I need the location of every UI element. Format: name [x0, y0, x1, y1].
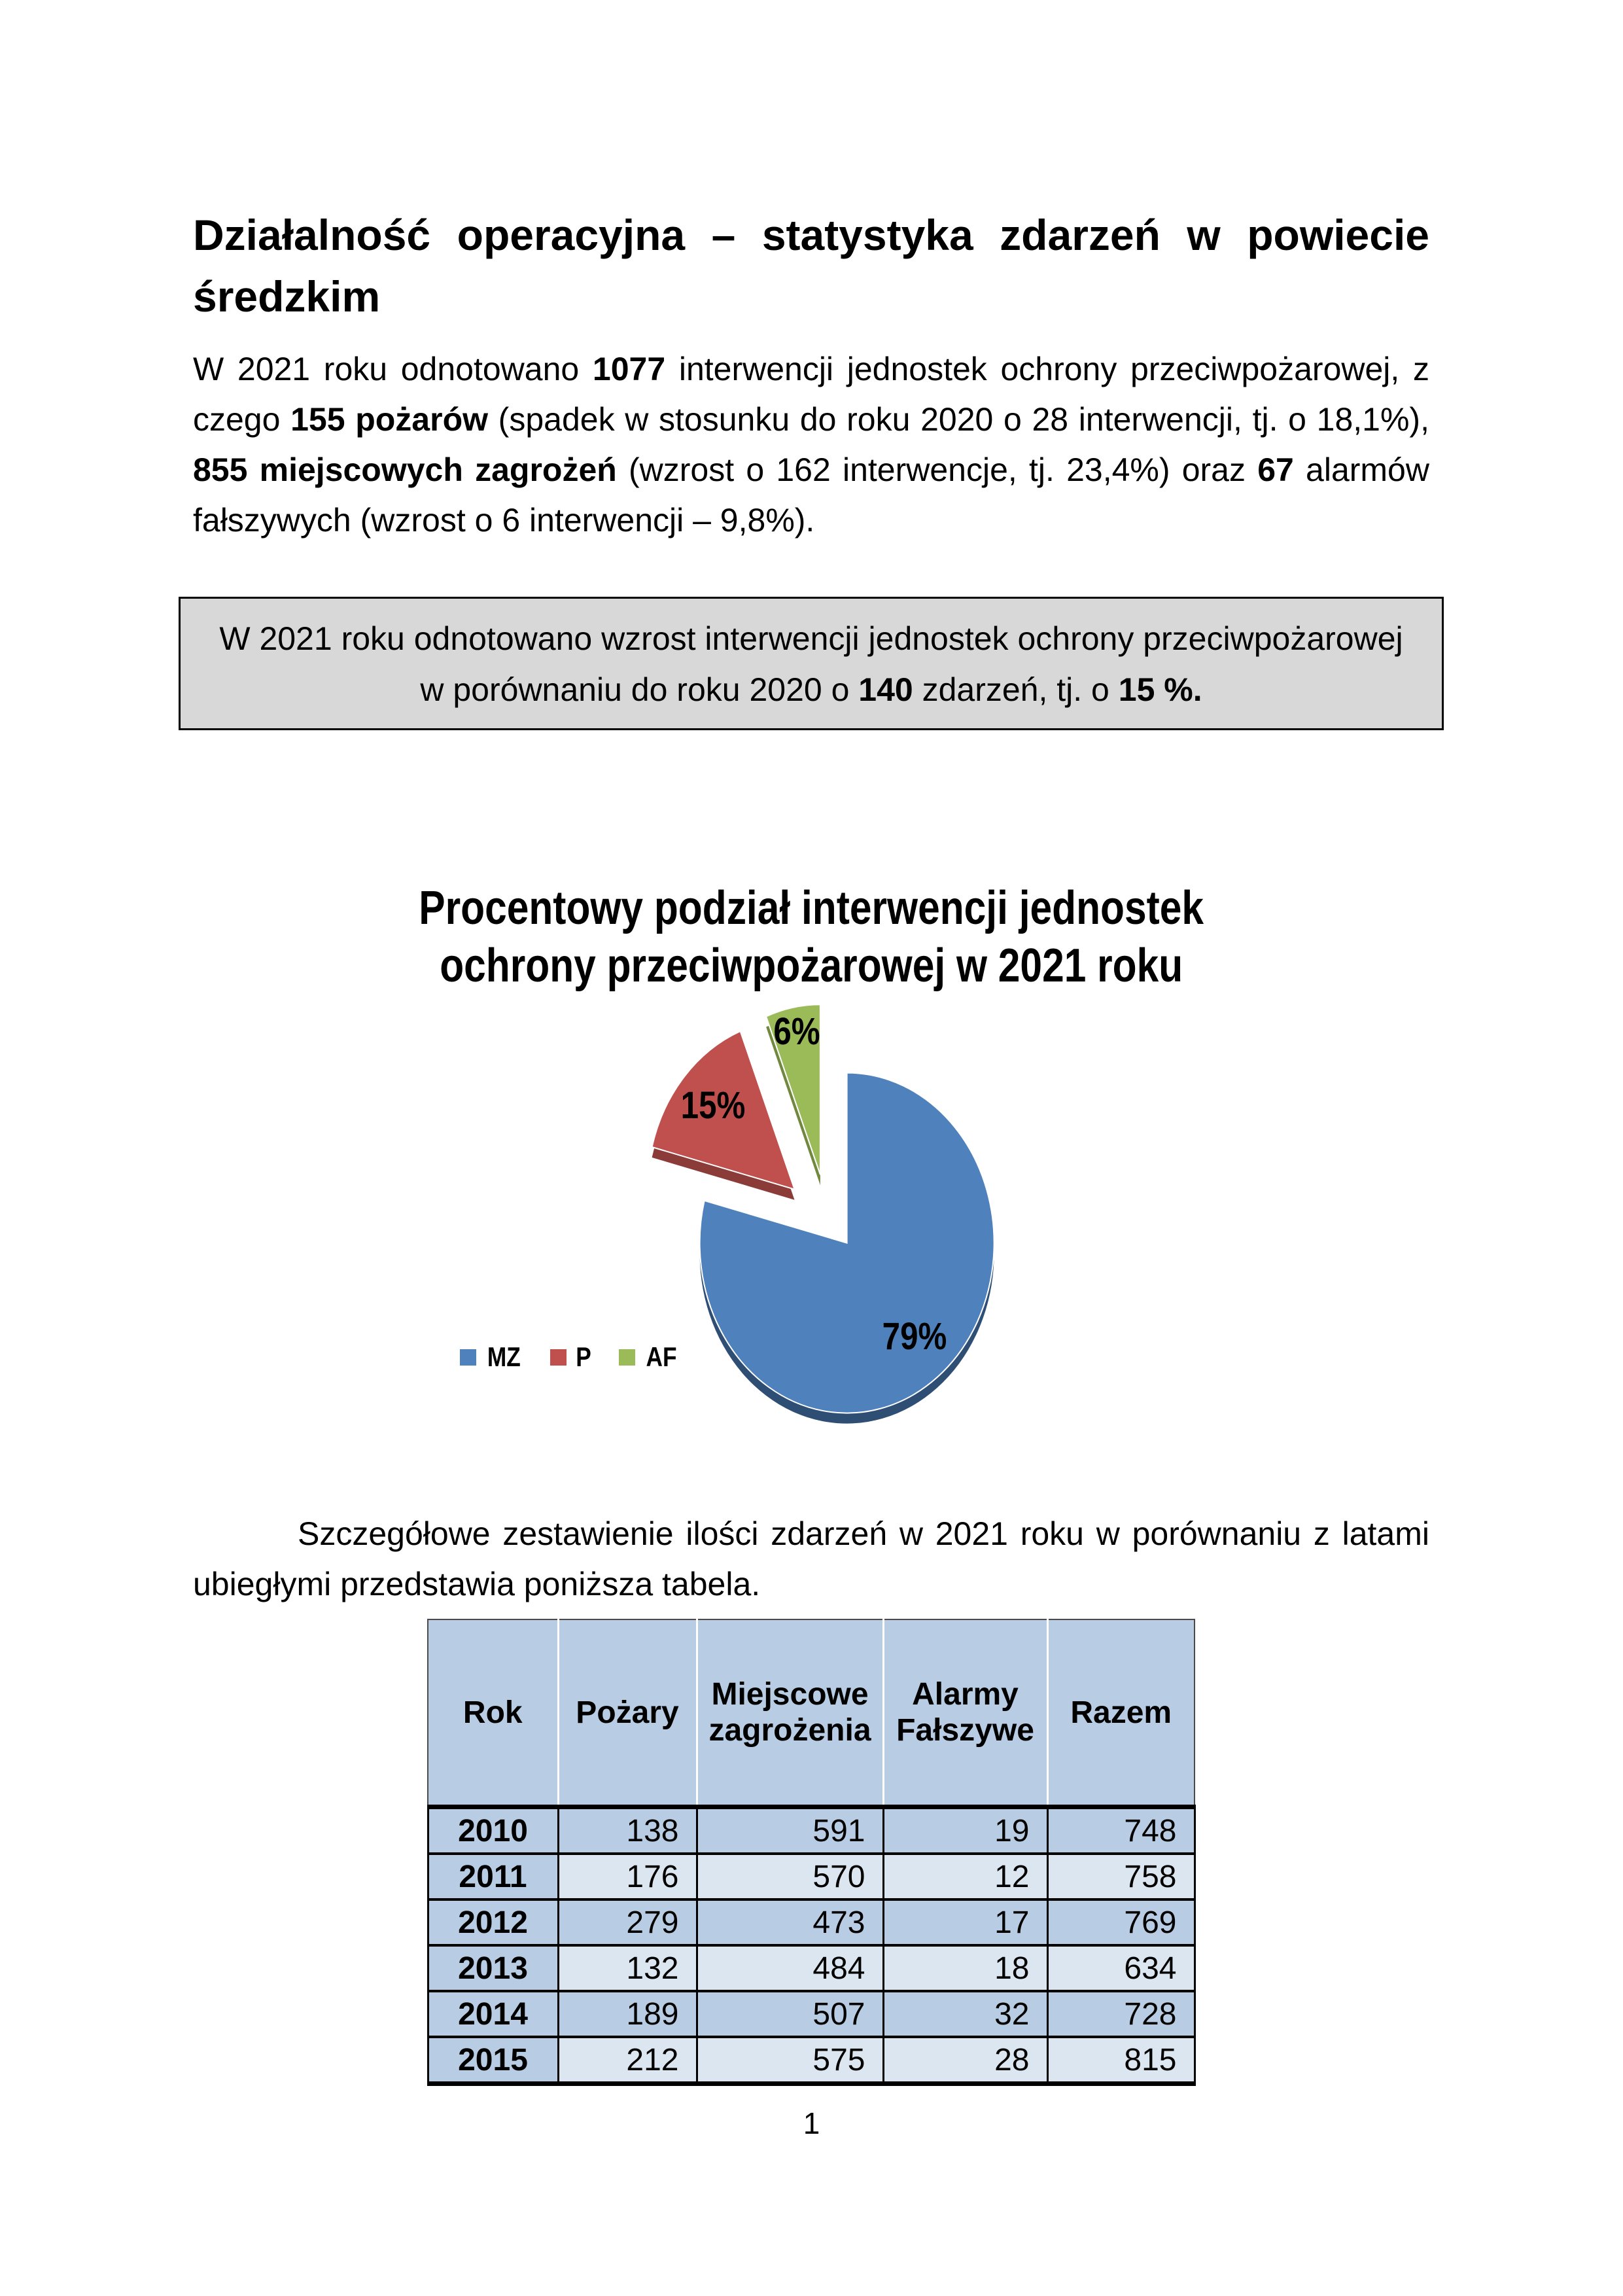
value-cell: 279	[558, 1899, 697, 1945]
value-cell: 728	[1047, 1991, 1195, 2037]
text-run-bold: 67	[1257, 451, 1294, 488]
table-header	[428, 1619, 1195, 1807]
pie-chart-area	[193, 978, 1429, 1436]
legend-item-mz	[460, 1341, 524, 1373]
legend-label: MZ	[487, 1341, 521, 1372]
text-run-bold: 1077	[592, 351, 666, 387]
chart-legend	[460, 1341, 680, 1373]
value-cell: 18	[883, 1945, 1047, 1991]
value-cell: 484	[697, 1945, 883, 1991]
text-run: w porównaniu do roku 2020 o	[420, 671, 859, 708]
text-run-bold: 155 pożarów	[290, 401, 488, 438]
year-cell: 2014	[428, 1991, 558, 2037]
value-cell: 575	[697, 2037, 883, 2084]
value-cell: 12	[883, 1854, 1047, 1899]
text-run: zdarzeń, tj. o	[913, 671, 1119, 708]
page-number: 1	[803, 2106, 820, 2140]
value-cell: 19	[883, 1807, 1047, 1854]
chart-title-line2: ochrony przeciwpożarowej w 2021 roku	[439, 940, 1183, 992]
value-cell: 758	[1047, 1854, 1195, 1899]
table-row	[428, 1899, 1195, 1945]
value-cell: 815	[1047, 2037, 1195, 2084]
year-cell: 2013	[428, 1945, 558, 1991]
year-cell: 2011	[428, 1854, 558, 1899]
value-cell: 32	[883, 1991, 1047, 2037]
pie-label-mz: 79%	[882, 1315, 947, 1358]
year-cell: 2012	[428, 1899, 558, 1945]
table-row	[428, 2037, 1195, 2084]
chart-title-line1: Procentowy podział interwencji jednostek	[419, 882, 1204, 934]
legend-item-p	[550, 1341, 593, 1373]
legend-label: P	[575, 1341, 591, 1372]
pie-label-af: 6%	[773, 1010, 820, 1053]
legend-item-af	[619, 1341, 680, 1373]
value-cell: 132	[558, 1945, 697, 1991]
table-row	[428, 1854, 1195, 1899]
year-cell: 2010	[428, 1807, 558, 1854]
value-cell: 769	[1047, 1899, 1195, 1945]
intro-paragraph	[193, 344, 1429, 546]
text-run-bold: 140	[858, 671, 913, 708]
highlight-box	[179, 597, 1444, 730]
col-header-rok: Rok	[428, 1619, 558, 1807]
table-row	[428, 1945, 1195, 1991]
col-header-pozary: Pożary	[558, 1619, 697, 1807]
text-run: (wzrost o 162 interwencje, tj. 23,4%) oraz	[616, 451, 1258, 488]
value-cell: 507	[697, 1991, 883, 2037]
value-cell: 570	[697, 1854, 883, 1899]
legend-swatch-af	[619, 1349, 635, 1366]
value-cell: 176	[558, 1854, 697, 1899]
page-title: Działalność operacyjna – statystyka zdarzeń w powiecie średzkim	[193, 211, 1429, 321]
text-run: alarmów fałszywych (wzrost o 6 interwencji – 9,8%).	[193, 451, 1429, 539]
text-run: (spadek w stosunku do roku 2020 o 28 interwencji, tj. o 18,1%),	[488, 401, 1429, 438]
col-header-miejscowe: Miejscowe zagrożenia	[697, 1619, 883, 1807]
legend-swatch-p	[550, 1349, 567, 1366]
text-run: W 2021 roku odnotowano	[193, 351, 593, 387]
text-run-bold: 855 miejscowych zagrożeń	[193, 451, 617, 488]
value-cell: 634	[1047, 1945, 1195, 1991]
table-intro-paragraph: Szczegółowe zestawienie ilości zdarzeń w 2021 roku w porównaniu z latami ubiegłymi przedstawia poniższa tabela.	[193, 1515, 1429, 1602]
value-cell: 138	[558, 1807, 697, 1854]
col-header-alarmy: Alarmy Fałszywe	[883, 1619, 1047, 1807]
value-cell: 189	[558, 1991, 697, 2037]
col-header-razem: Razem	[1047, 1619, 1195, 1807]
highlight-box-line2	[200, 664, 1422, 715]
year-cell: 2015	[428, 2037, 558, 2084]
legend-swatch-mz	[460, 1349, 476, 1366]
text-run: interwencji jednostek ochrony przeciwpożarowej, z czego	[193, 351, 1429, 438]
page-content	[193, 0, 1429, 2086]
value-cell: 212	[558, 2037, 697, 2084]
value-cell: 591	[697, 1807, 883, 1854]
highlight-box-line1: W 2021 roku odnotowano wzrost interwencji jednostek ochrony przeciwpożarowej	[219, 620, 1403, 657]
value-cell: 473	[697, 1899, 883, 1945]
text-run-bold: 15 %.	[1118, 671, 1202, 708]
table-row	[428, 1807, 1195, 1854]
value-cell: 748	[1047, 1807, 1195, 1854]
table-row	[428, 1991, 1195, 2037]
value-cell: 28	[883, 2037, 1047, 2084]
pie-label-p: 15%	[680, 1084, 746, 1127]
events-table	[427, 1619, 1196, 2086]
value-cell: 17	[883, 1899, 1047, 1945]
legend-label: AF	[646, 1341, 677, 1372]
